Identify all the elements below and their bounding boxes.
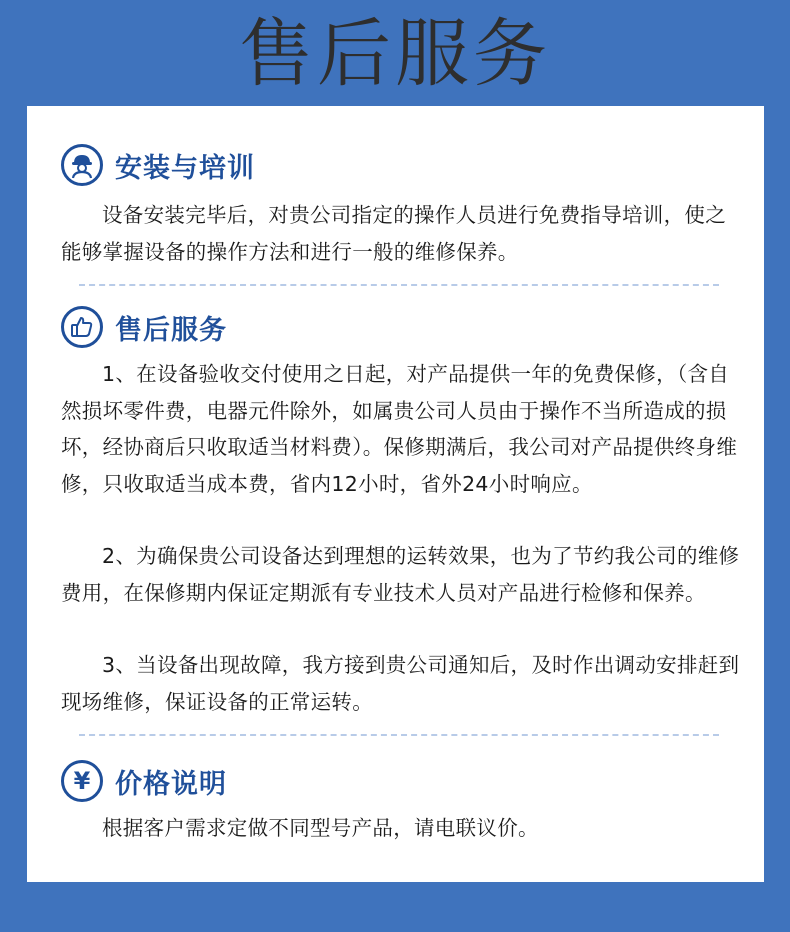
section-header <box>61 142 255 188</box>
install-text: 设备安装完毕后，对贵公司指定的操作人员进行免费指导培训，使之能够掌握设备的操作方法和进行一般的维修保养。 <box>61 203 726 264</box>
service-item-1: 1、在设备验收交付使用之日起，对产品提供一年的免费保修，（含自然损坏零件费，电器元件除外，如属贵公司人员由于操作不当所造成的损坏，经协商后只收取适当材料费）。保修期满后，我公司对产品提供终身维修，只收取适当成本费，省内12小时，省外24小时响应。 <box>61 362 738 496</box>
worker-icon <box>61 144 103 186</box>
section-header <box>61 758 227 804</box>
section-header <box>61 304 227 350</box>
service-item-3: 3、当设备出现故障，我方接到贵公司通知后，及时作出调动安排赶到现场维修，保证设备的正常运转。 <box>61 653 740 714</box>
section-title: 售后服务 <box>115 314 227 346</box>
page-title: 售后服务 <box>239 11 551 97</box>
content-card <box>27 106 764 882</box>
price-text: 根据客户需求定做不同型号产品，请电联议价。 <box>102 816 539 840</box>
dashed-divider <box>79 734 719 736</box>
thumbs-up-icon <box>61 306 103 348</box>
section-title: 价格说明 <box>115 768 227 800</box>
section-title: 安装与培训 <box>115 152 255 184</box>
dashed-divider <box>79 284 719 286</box>
yen-icon: ¥ <box>61 760 103 802</box>
service-item-2: 2、为确保贵公司设备达到理想的运转效果，也为了节约我公司的维修费用，在保修期内保证定期派有专业技术人员对产品进行检修和保养。 <box>61 544 740 605</box>
